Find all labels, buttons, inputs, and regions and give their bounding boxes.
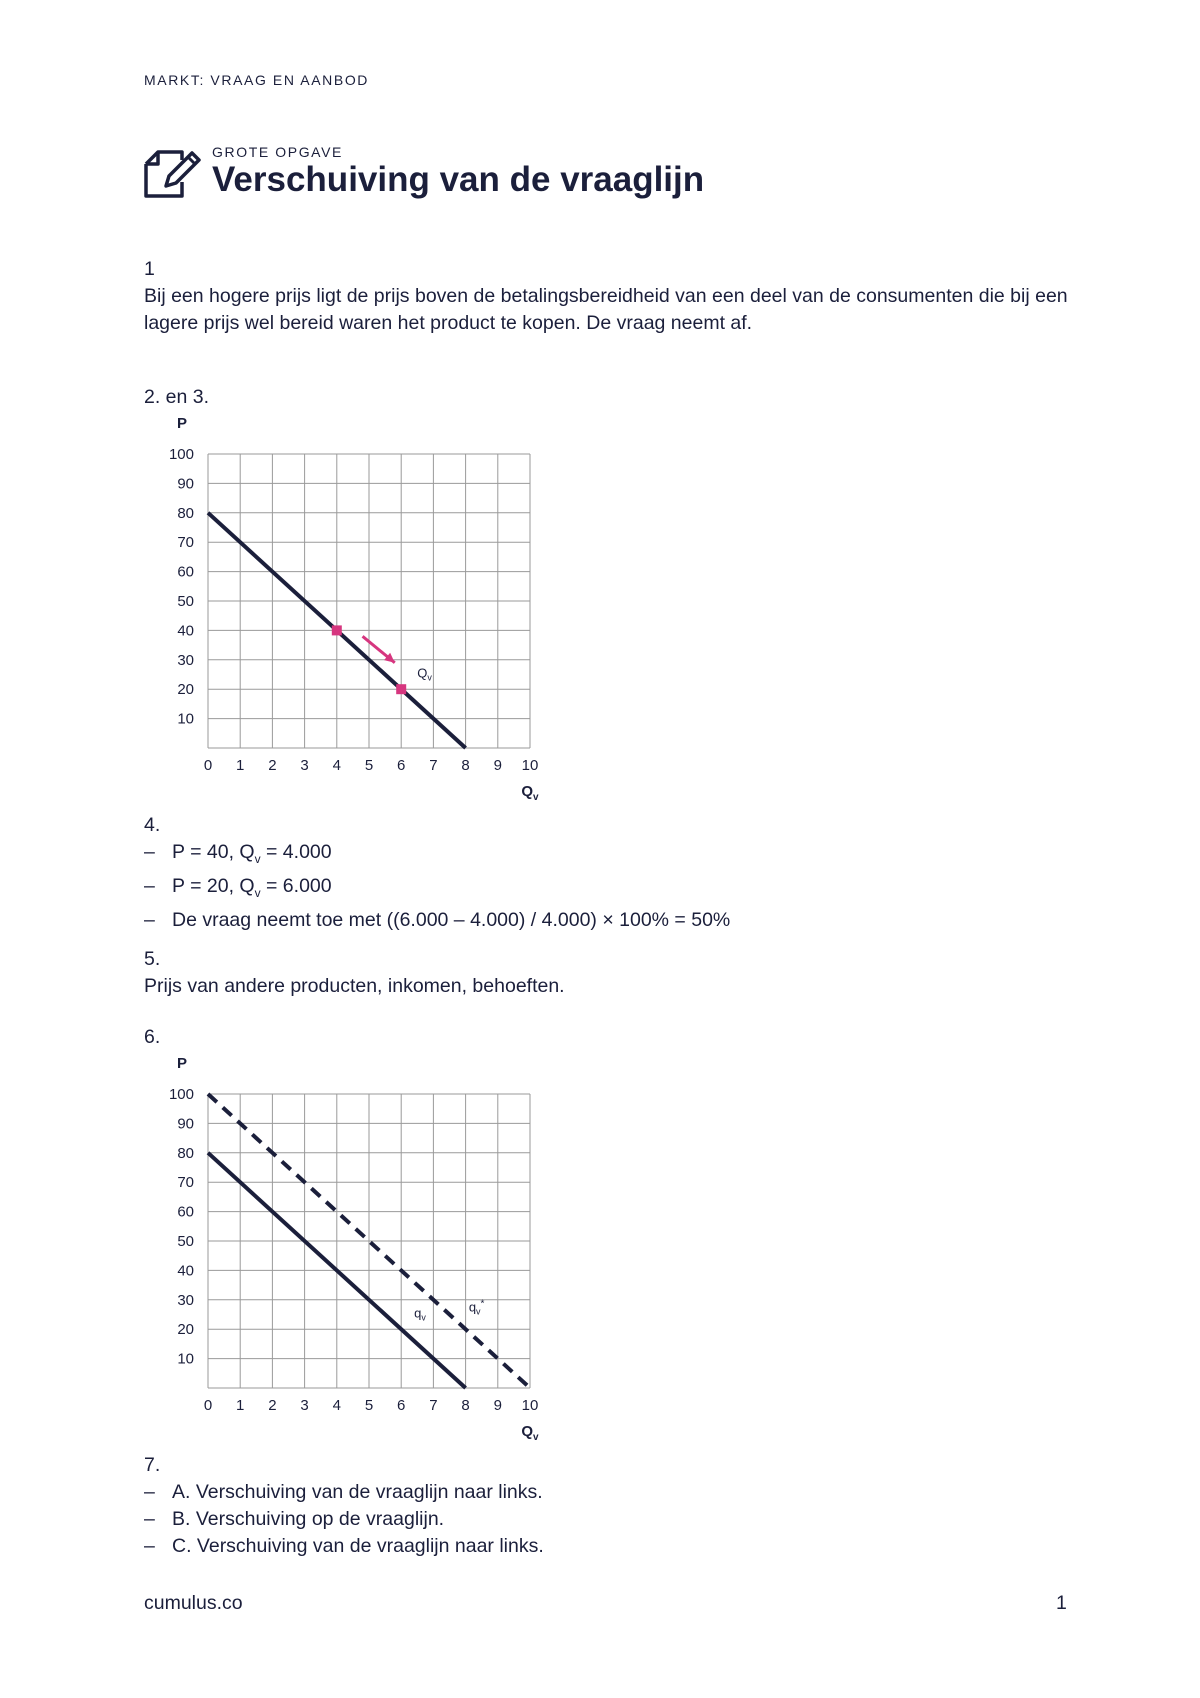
x-axis-label: $Q_v$ [521, 1423, 539, 1443]
list-item: – A. Verschuiving van de vraaglijn naar links. [144, 1481, 543, 1503]
x-tick-label: 6 [397, 757, 406, 774]
x-tick-label: 2 [268, 757, 277, 774]
y-tick-label: 30 [177, 1291, 194, 1309]
x-tick-label: 4 [332, 757, 341, 774]
footer-brand: cumulus.co [144, 1592, 243, 1614]
y-tick-label: 10 [177, 1350, 194, 1368]
y-tick-label: 90 [177, 1115, 194, 1133]
x-tick-label: 6 [397, 1397, 406, 1414]
title-kicker: GROTE OPGAVE [212, 144, 343, 160]
x-tick-label: 10 [521, 757, 539, 774]
x-tick-label: 5 [364, 757, 374, 774]
series-label: $Q_v$ [417, 665, 432, 683]
x-tick-label: 7 [429, 1397, 438, 1414]
y-tick-label: 50 [177, 593, 194, 610]
answer-1-number: 1 [144, 258, 155, 280]
x-axis-label: $Q_v$ [521, 783, 539, 803]
answer-4-list [144, 839, 730, 934]
y-tick-label: 20 [177, 1321, 194, 1339]
y-tick-label: 40 [177, 622, 194, 640]
y-tick-label: 10 [177, 710, 194, 728]
x-tick-label: 0 [203, 1397, 213, 1414]
x-tick-label: 9 [493, 757, 502, 774]
y-tick-label: 60 [177, 563, 194, 581]
answer-6-number: 6. [144, 1026, 161, 1048]
y-tick-label: 100 [168, 1086, 194, 1103]
y-tick-label: 50 [177, 1233, 194, 1250]
demand-chart-2 [150, 1052, 570, 1452]
answer-5-number: 5. [144, 948, 161, 970]
point-marker [332, 625, 342, 635]
section-header: MARKT: VRAAG EN AANBOD [144, 72, 370, 88]
series-label: $q_v^*$ [468, 1298, 485, 1317]
x-tick-label: 7 [429, 757, 438, 774]
y-tick-label: 70 [177, 534, 194, 552]
y-tick-label: 70 [177, 1174, 194, 1192]
answer-4-number: 4. [144, 814, 161, 836]
x-tick-label: 9 [493, 1397, 502, 1414]
list-item: – De vraag neemt toe met ((6.000 – 4.000) / 4.000) × 100% = 50% [144, 908, 731, 931]
answer-23-number: 2. en 3. [144, 386, 210, 408]
list-item: – C. Verschuiving van de vraaglijn naar links. [144, 1535, 544, 1557]
x-tick-label: 3 [300, 757, 309, 774]
answer-5-text: Prijs van andere producten, inkomen, behoeften. [144, 975, 565, 997]
answer-7-number: 7. [144, 1454, 161, 1476]
y-tick-label: 30 [177, 651, 194, 669]
answer-1-text: Bij een hogere prijs ligt de prijs boven de betalingsbereidheid van een deel van de consumenten die bij een lagere prijs wel bereid waren het product te kopen. De vraag neemt af. [144, 285, 1068, 334]
x-tick-label: 1 [236, 1397, 245, 1414]
pencil-note-icon [142, 146, 204, 202]
x-tick-label: 1 [236, 757, 245, 774]
x-tick-label: 0 [203, 757, 213, 774]
page-number: 1 [1056, 1592, 1067, 1614]
series-label: $q_v$ [414, 1305, 426, 1323]
answer-7-list [144, 1479, 544, 1560]
demand-chart-1 [150, 412, 570, 812]
x-tick-label: 10 [521, 1397, 539, 1414]
page-title: Verschuiving van de vraaglijn [212, 160, 705, 199]
x-tick-label: 2 [268, 1397, 277, 1414]
list-item: – B. Verschuiving op de vraaglijn. [144, 1508, 445, 1530]
y-tick-label: 100 [168, 446, 194, 463]
x-tick-label: 5 [364, 1397, 374, 1414]
y-axis-label: P [176, 1055, 188, 1072]
y-axis-label: P [176, 415, 188, 432]
y-tick-label: 40 [177, 1262, 194, 1280]
x-tick-label: 4 [332, 1397, 341, 1414]
x-tick-label: 8 [461, 757, 470, 774]
y-tick-label: 60 [177, 1203, 194, 1221]
y-tick-label: 90 [177, 475, 194, 493]
x-tick-label: 3 [300, 1397, 309, 1414]
list-item: – P = 40, $Q_v = 4.000$ [144, 841, 332, 866]
x-tick-label: 8 [461, 1397, 470, 1414]
y-tick-label: 80 [177, 1144, 194, 1162]
y-tick-label: 80 [177, 504, 194, 522]
list-item: – P = 20, $Q_v = 6.000$ [144, 874, 332, 900]
y-tick-label: 20 [177, 681, 194, 699]
point-marker [396, 684, 406, 694]
